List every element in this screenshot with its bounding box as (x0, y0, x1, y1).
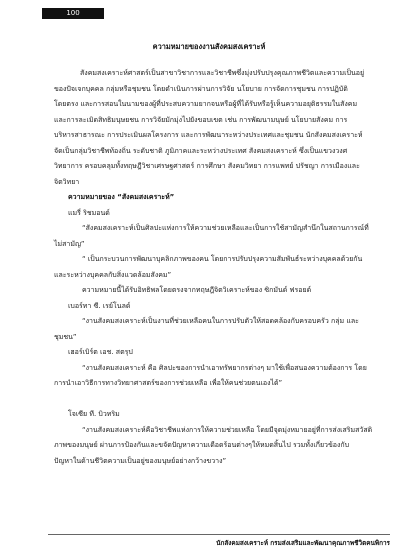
author-name: เฮอร์เบิร์ต เอช. สตรุป (68, 348, 133, 356)
section-subheading: ความหมายของ “สังคมสงเคราะห์” (68, 193, 175, 201)
author-name: โจเซีย ที. บิวทริม (68, 410, 120, 418)
intro-line: สังคมสงเคราะห์ศาสตร์เป็นสาขาวิชาการและวิชาชีพซึ่งมุ่งปรับปรุงคุณภาพชีวิตและความเป็นอยู่ (80, 69, 365, 77)
intro-line: ของปัจเจกบุคคล กลุ่มหรือชุมชน โดยดำเนินการผ่านการวิจัย นโยบาย การจัดการชุมชน การปฏิบัติ (54, 84, 348, 93)
page-title: ความหมายของงานสังคมสงเคราะห์ (152, 42, 266, 51)
intro-line: จิตวิทยา (54, 177, 80, 186)
page-number: 100 (42, 8, 104, 19)
page-footer: นักสังคมสงเคราะห์ กรมส่งเสริมและพัฒนาคุณภาพชีวิตคนพิการ (216, 539, 390, 547)
definition-line: ชุมชน” (54, 332, 77, 341)
definition-line: ภาพของมนุษย์ ผ่านการป้องกันและขจัดปัญหาความเดือดร้อนต่างๆให้หมดสิ้นไป รวมทั้งเกี่ยวข้องกับ (54, 441, 350, 449)
definition-line: ปัญหาในด้านชีวิตความเป็นอยู่ของมนุษย์อย่างกว้างขวาง” (54, 456, 227, 465)
definition-line: “สังคมสงเคราะห์เป็นศิลปะแห่งการให้ความช่วยเหลือและเป็นการใช้สามัญสำนึกในสถานการณ์ที่ (82, 224, 369, 232)
definition-line: และระหว่างบุคคลกับสิ่งแวดล้อมสังคม” (54, 270, 172, 279)
intro-line: โดยตรง และการสอนในนามของผู้ที่ประสบความยากจนหรือผู้ที่ได้รับหรือรู้เห็นความอยุติธรรมในสังคม (54, 100, 358, 108)
definition-line: ความหมายนี้ได้รับอิทธิพลโดยตรงจากทฤษฎีจิตวิเคราะห์ของ ซิกมันด์ ฟรอยด์ (82, 286, 312, 294)
footer-divider (48, 534, 390, 535)
document-body (54, 66, 380, 469)
definition-line: การนำเอาวิธีการทางวิทยาศาสตร์ของการช่วยเหลือ เพื่อให้คนช่วยตนเองได้” (54, 379, 283, 387)
definition-line: “งานสังคมสงเคราะห์ คือ ศิลปะของการนำเอาทรัพยากรต่างๆ มาใช้เพื่อสนองความต้องการ โดย (82, 363, 367, 372)
author-name: เบอร์ทา ซี. เรย์โนลด์ (68, 301, 131, 310)
intro-line: และการละเมิดสิทธิมนุษยชน การวิจัยมักมุ่งไปยังขอบเขต เช่น การพัฒนามนุษย์ นโยบายสังคม การ (54, 115, 348, 124)
intro-line: จัดเป็นกลุ่มวิชาชีพท้องถิ่น ระดับชาติ ภูมิภาคและระหว่างประเทศ สังคมสงเคราะห์ ซึ่งเป็นแขวงวงศ (54, 146, 348, 155)
definition-line: ไม่สามัญ” (54, 239, 85, 248)
definition-line: “งานสังคมสงเคราะห์คือวิชาชีพแห่งการให้ความช่วยเหลือ โดยมีจุดมุ่งหมายอยู่ที่การส่งเสริมสวัสดิ (82, 425, 373, 434)
intro-line: บริหารสาธารณะ การประเมินผลโครงการ และการพัฒนาระหว่างประเทศและชุมชน นักสังคมสงเคราะห์ (54, 131, 363, 139)
paragraph-spacer (54, 392, 380, 408)
author-name: แมรี่ ริชมอนด์ (68, 208, 110, 217)
definition-line: “งานสังคมสงเคราะห์เป็นงานที่ช่วยเหลือคนในการปรับตัวให้สอดคล้องกับครอบครัว กลุ่ม และ (82, 317, 359, 325)
intro-line: วิทยาการ ครอบคลุมทั้งทฤษฎีวิชาเศรษฐศาสตร์ การศึกษา สังคมวิทยา การแพทย์ ปรัชญา การเมืองและ (54, 162, 360, 170)
definition-line: “ เป็นกระบวนการพัฒนาบุคลิกภาพของคน โดยการปรับปรุงความสัมพันธ์ระหว่างบุคคลด้วยกัน (82, 255, 363, 263)
